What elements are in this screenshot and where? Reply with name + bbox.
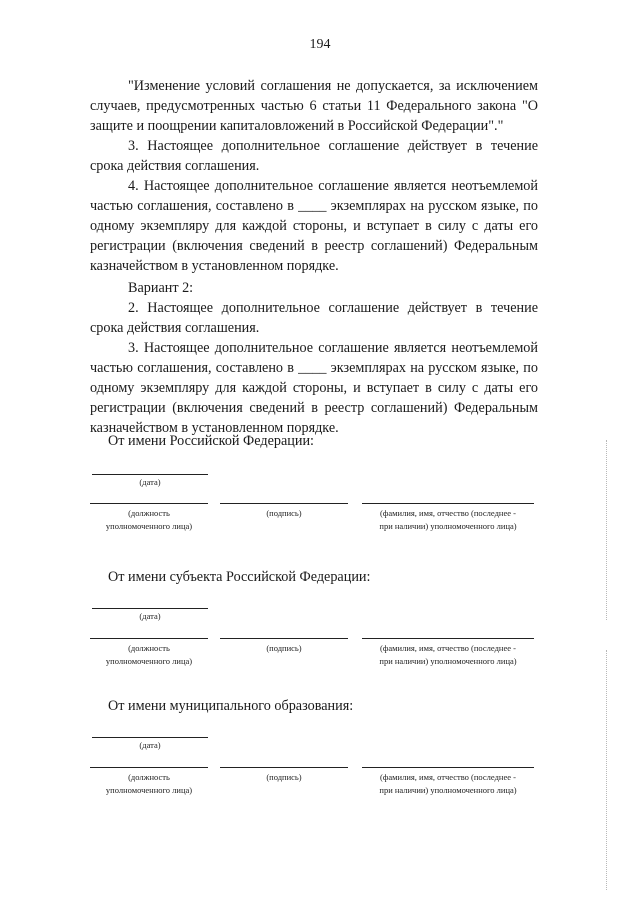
name-line xyxy=(362,503,534,504)
name-line xyxy=(362,638,534,639)
paragraph-quote: "Изменение условий соглашения не допускается, за исключением случаев, предусмотренных частью 6 статьи 11 Федерального закона "О защите и поощрении капиталовложений в Российской Федерации"." xyxy=(90,78,538,134)
body-text xyxy=(90,76,538,438)
date-caption: (дата) xyxy=(139,740,161,750)
signature-line xyxy=(220,503,348,504)
paragraph-item-3: 3. Настоящее дополнительное соглашение действует в течение срока действия соглашения. xyxy=(90,138,538,174)
page-number: 194 xyxy=(309,37,331,52)
paragraph-variant-2-item-3: 3. Настоящее дополнительное соглашение является неотъемлемой частью соглашения, составлено в ____ экземплярах на русском языке, по одному экземпляру для каждой стороны, и вступает в силу с даты его регистрации (включения сведений в реестр соглашений) Федеральным казначейством в установленном порядке. xyxy=(90,340,538,436)
name-caption: (фамилия, имя, отчество (последнее - при наличии) уполномоченного лица) xyxy=(379,772,517,795)
signature-heading: От имени субъекта Российской Федерации: xyxy=(108,569,371,585)
position-caption: (должность уполномоченного лица) xyxy=(105,772,193,795)
position-line xyxy=(90,638,208,639)
variant-label: Вариант 2: xyxy=(128,280,194,296)
position-line xyxy=(90,767,208,768)
date-caption: (дата) xyxy=(139,477,161,487)
scan-edge-marks xyxy=(606,650,608,890)
position-caption: (должность уполномоченного лица) xyxy=(105,643,193,666)
signature-heading: От имени муниципального образования: xyxy=(108,698,354,714)
position-line xyxy=(90,503,208,504)
name-line xyxy=(362,767,534,768)
scan-edge-marks xyxy=(606,440,608,620)
date-line xyxy=(92,737,208,738)
name-caption: (фамилия, имя, отчество (последнее - при наличии) уполномоченного лица) xyxy=(379,643,517,666)
paragraph-variant-2-item-2: 2. Настоящее дополнительное соглашение действует в течение срока действия соглашения. xyxy=(90,300,538,336)
signature-caption: (подпись) xyxy=(266,508,302,518)
date-caption: (дата) xyxy=(139,611,161,621)
paragraph-item-4: 4. Настоящее дополнительное соглашение является неотъемлемой частью соглашения, составлено в ____ экземплярах на русском языке, по одному экземпляру для каждой стороны, и вступает в силу с даты его регистрации (включения сведений в реестр соглашений) Федеральным казначейством в установленном порядке. xyxy=(90,178,538,274)
signature-line xyxy=(220,638,348,639)
signature-caption: (подпись) xyxy=(266,772,302,782)
signature-line xyxy=(220,767,348,768)
date-line xyxy=(92,608,208,609)
signature-heading: От имени Российской Федерации: xyxy=(108,433,315,449)
signature-caption: (подпись) xyxy=(266,643,302,653)
date-line xyxy=(92,474,208,475)
name-caption: (фамилия, имя, отчество (последнее - при наличии) уполномоченного лица) xyxy=(379,508,517,531)
position-caption: (должность уполномоченного лица) xyxy=(105,508,193,531)
